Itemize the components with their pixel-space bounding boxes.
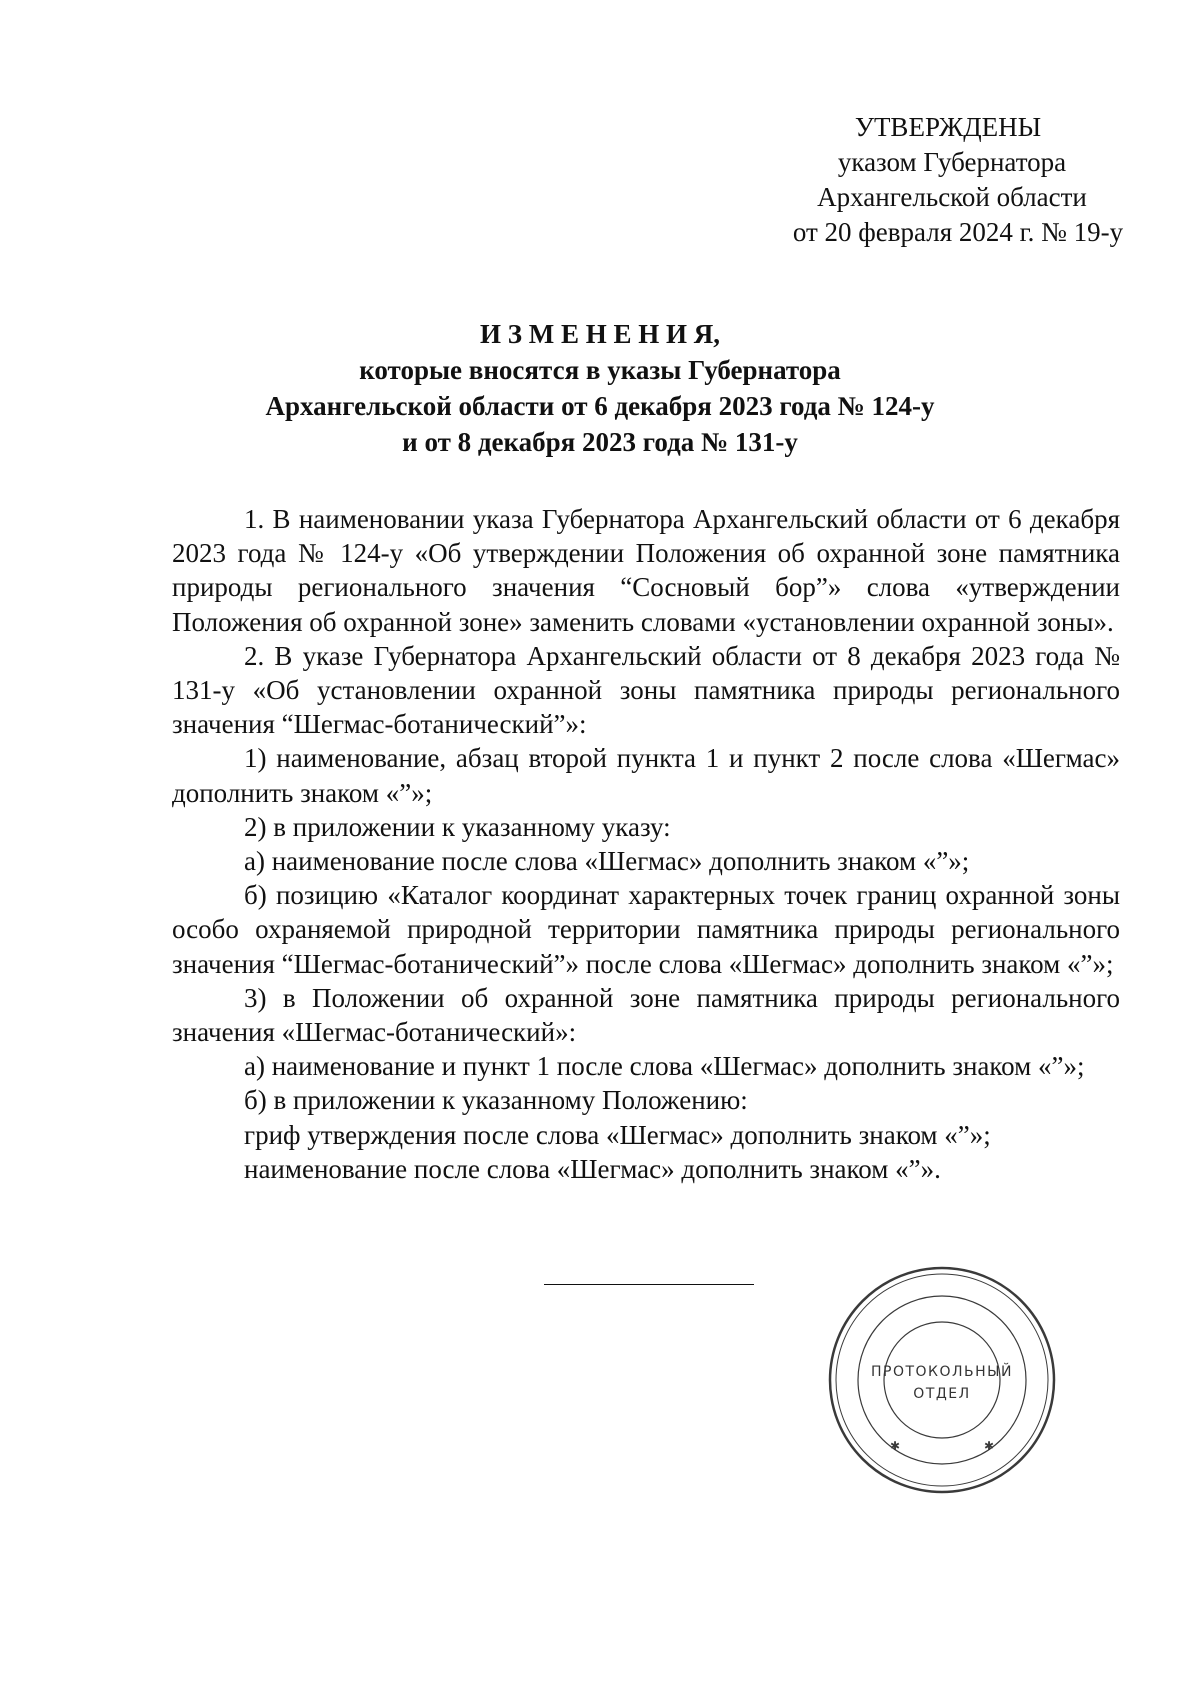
end-rule [544, 1284, 754, 1285]
paragraph: 1. В наименовании указа Губернатора Архангельский области от 6 декабря 2023 года № 124-у «Об утверждении Положения об охранной зоне памятника природы регионального значения “Сосновый бор”» слова «утверждении Положения об охранной зоне» заменить словами «установлении охранной зоны». [172, 504, 1120, 637]
stamp-rings [822, 1260, 1062, 1500]
paragraph: б) в приложении к указанному Положению: [244, 1085, 748, 1116]
approval-line: Архангельской области [817, 182, 1087, 212]
paragraph: б) позицию «Каталог координат характерных точек границ охранной зоны особо охраняемой природной территории памятника природы регионального значения “Шегмас-ботанический”» после слова «Шегмас» дополнить знаком «”»; [172, 880, 1120, 979]
paragraph: 2. В указе Губернатора Архангельский области от 8 декабря 2023 года № 131-у «Об установлении охранной зоны памятника природы регионального значения “Шегмас-ботанический”»: [172, 640, 1120, 740]
paragraph: наименование после слова «Шегмас» дополнить знаком «”». [244, 1153, 941, 1184]
approval-line: указом Губернатора [837, 147, 1067, 177]
svg-text:✱: ✱ [890, 1439, 901, 1453]
title-line: и от 8 декабря 2023 года № 131-у [402, 427, 798, 457]
title-heading: И З М Е Н Е Н И Я, [479, 319, 720, 349]
paragraph: а) наименование и пункт 1 после слова «Шегмас» дополнить знаком «”»; [244, 1051, 1085, 1082]
approval-date: от 20 февраля 2024 г. № 19-у [792, 217, 1124, 247]
stamp-center-text: ОТДЕЛ [913, 1386, 971, 1402]
paragraph: гриф утверждения после слова «Шегмас» дополнить знаком «”»; [244, 1119, 991, 1150]
paragraph: а) наименование после слова «Шегмас» дополнить знаком «”»; [244, 846, 970, 877]
document-title [0, 316, 1200, 460]
svg-text:✱: ✱ [984, 1439, 995, 1453]
paragraph: 1) наименование, абзац второй пункта 1 и пункт 2 после слова «Шегмас» дополнить знаком «”»; [172, 743, 1120, 808]
title-line: Архангельской области от 6 декабря 2023 года № 124-у [265, 391, 935, 421]
paragraph: 3) в Положении об охранной зоне памятника природы регионального значения «Шегмас-ботанический»: [172, 982, 1120, 1048]
document-body [172, 502, 1120, 1186]
title-line: которые вносятся в указы Губернатора [359, 355, 841, 385]
stamp-center-text: ПРОТОКОЛЬНЫЙ [870, 1364, 1013, 1380]
approval-heading: УТВЕРЖДЕНЫ [854, 112, 1042, 142]
official-stamp [822, 1260, 1062, 1500]
paragraph: 2) в приложении к указанному указу: [244, 811, 671, 842]
approval-block [760, 110, 1160, 250]
